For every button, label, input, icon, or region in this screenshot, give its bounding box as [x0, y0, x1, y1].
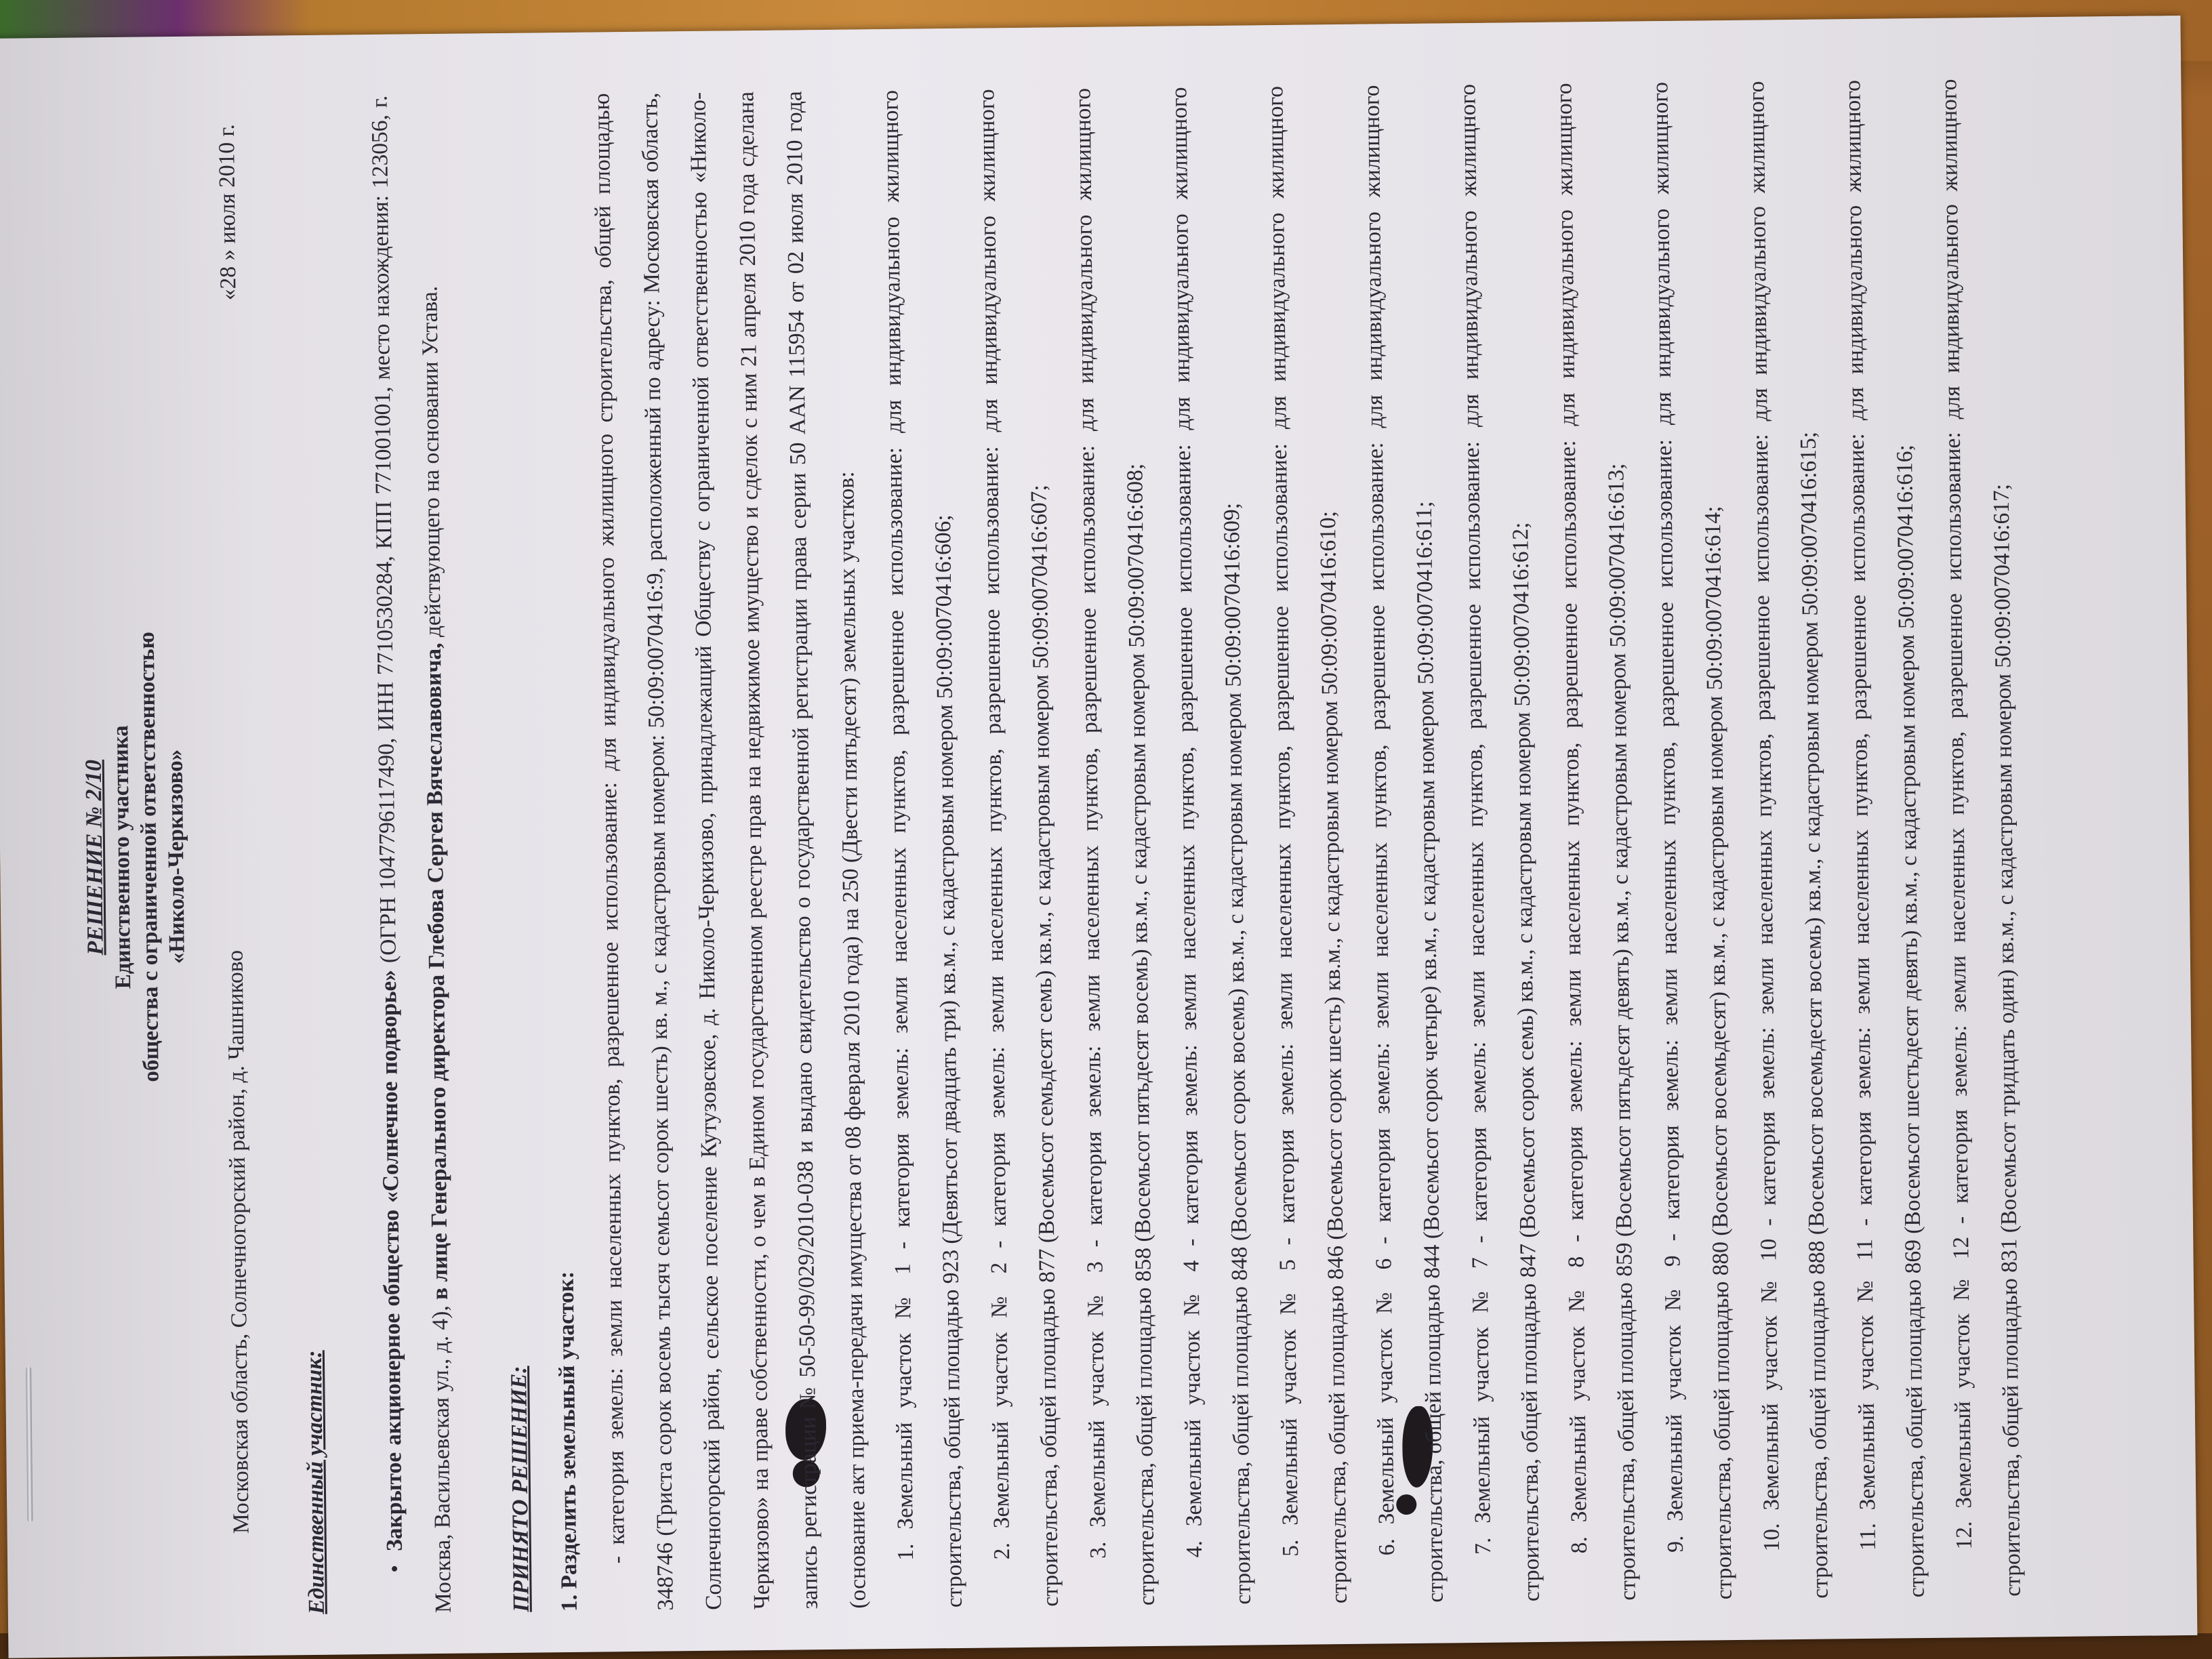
director-basis: действующего на основании Устава. — [417, 285, 446, 643]
company-name: Закрытое акционерное общество «Солнечное подворье» — [375, 969, 407, 1552]
document-sheet — [0, 16, 2197, 1658]
parcel-item: 4. Земельный участок № 4 - категория земель: земли населенных пунктов, разрешенное использование: для индивидуального жилищного строительства, общей площадью 848 (Восемьсот сорок восемь) кв.м., с кадастровым номером 50:09:0070416:609; — [1166, 87, 1256, 1605]
parcel-item: 3. Земельный участок № 3 - категория земель: земли населенных пунктов, разрешенное использование: для индивидуального жилищного строительства, общей площадью 858 (Восемьсот пятьдесят восемь) кв.м., с кадастровым номером 50:09:0070416:608; — [1070, 87, 1160, 1606]
parcel-item: 11. Земельный участок № 11 - категория земель: земли населенных пунктов, разрешенное использование: для индивидуального жилищного строительства, общей площадью 869 (Восемьсот шестьдесят девять) кв.м., с кадастровым номером 50:09:0070416:616; — [1840, 79, 1929, 1598]
header-line-3: «Николо-Черкизово» — [163, 749, 190, 964]
main-parcel-paragraph: - категория земель: земли населенных пунктов, разрешенное использование: для индивидуального жилищного строительства, общей площадью 348746 (Триста сорок восемь тысяч семьсот сорок шесть) кв. м., с кадастровым номером: 50:09:0070416:9, расположенный по адресу: Московская область, Солнечногорский район, сельское поселение Кутузовское, д. Николо-Черкизово, принадлежащий Обществу с ограниченной ответственностью «Николо-Черкизово» на праве собственности, о чем в Едином государственном реестре прав на недвижимое имущество и сделок с ним 21 апреля 2010 года сделана запись регистрации № 50-50-99/029/2010-038 и выдано свидетельство о государственной регистрации права серии 50 ААN 115954 от 02 июля 2010 года (основание акт приема-передачи имущества от 08 февраля 2010 года) на 250 (Двести пятьдесят) земельных участков: — [589, 91, 871, 1611]
participant-heading: Единственный участник: — [301, 1350, 329, 1615]
participant-paragraph — [355, 95, 467, 1614]
header-line-1: Единственного участника — [108, 725, 136, 989]
document-date: «28 » июля 2010 г. — [213, 124, 241, 301]
staple — [26, 1366, 33, 1522]
document-title: РЕШЕНИЕ № 2/10 — [81, 759, 108, 956]
document-place: Московская область, Солнечногорский район, д. Чашниково — [222, 949, 254, 1534]
bullet-icon: • — [382, 1551, 408, 1573]
director-name: в лице Генерального директора Глебова Сергея Вячеславовича, — [420, 642, 453, 1300]
parcel-item: 1. Земельный участок № 1 - категория земель: земли населенных пунктов, разрешенное использование: для индивидуального жилищного строительства, общей площадью 923 (Девятьсот двадцать три) кв.м., с кадастровым номером 50:09:0070416:606; — [878, 89, 967, 1608]
decision-heading: ПРИНЯТО РЕШЕНИЕ: — [506, 1366, 534, 1612]
company-details: (ОГРН 1047796117490, ИНН 7710530284, КПП 771001001, место нахождения: 123056, г. Москва, Васильевская ул., д. 4), — [367, 95, 456, 1614]
place-date-row — [206, 97, 262, 1616]
parcel-item: 10. Земельный участок № 10 - категория земель: земли населенных пунктов, разрешенное использование: для индивидуального жилищного строительства, общей площадью 888 (Восемьсот восемьдесят восемь) кв.м., с кадастровым номером 50:09:0070416:615; — [1744, 81, 1833, 1599]
parcel-item: 2. Земельный участок № 2 - категория земель: земли населенных пунктов, разрешенное использование: для индивидуального жилищного строительства, общей площадью 877 (Восемьсот семьдесят семь) кв.м., с кадастровым номером 50:09:0070416:607; — [974, 89, 1063, 1607]
item1-heading: 1. Разделить земельный участок: — [553, 1271, 582, 1612]
parcel-list — [866, 78, 2036, 1608]
parcel-item: 7. Земельный участок № 7 - категория земель: земли населенных пунктов, разрешенное использование: для индивидуального жилищного строительства, общей площадью 847 (Восемьсот сорок семь) кв.м., с кадастровым номером 50:09:0070416:612; — [1455, 83, 1544, 1602]
header-line-2: общества с ограниченной ответственностью — [134, 632, 164, 1082]
parcel-item: 5. Земельный участок № 5 - категория земель: земли населенных пунктов, разрешенное использование: для индивидуального жилищного строительства, общей площадью 846 (Восемьсот сорок шесть) кв.м., с кадастровым номером 50:09:0070416:610; — [1263, 85, 1352, 1604]
parcel-item: 9. Земельный участок № 9 - категория земель: земли населенных пунктов, разрешенное использование: для индивидуального жилищного строительства, общей площадью 880 (Восемьсот восемьдесят) кв.м., с кадастровым номером 50:09:0070416:614; — [1647, 81, 1737, 1600]
parcel-item: 6. Земельный участок № 6 - категория земель: земли населенных пунктов, разрешенное использование: для индивидуального жилищного строительства, общей площадью 844 (Восемьсот сорок четыре) кв.м., с кадастровым номером 50:09:0070416:611; — [1359, 85, 1448, 1603]
parcel-item: 8. Земельный участок № 8 - категория земель: земли населенных пунктов, разрешенное использование: для индивидуального жилищного строительства, общей площадью 859 (Восемьсот пятьдесят девять) кв.м., с кадастровым номером 50:09:0070416:613; — [1551, 83, 1641, 1601]
parcel-item: 12. Земельный участок № 12 - категория земель: земли населенных пунктов, разрешенное использование: для индивидуального жилищного строительства, общей площадью 831 (Восемьсот тридцать один) кв.м., с кадастровым номером 50:09:0070416:617; — [1936, 79, 2026, 1597]
document-body — [73, 77, 2122, 1616]
